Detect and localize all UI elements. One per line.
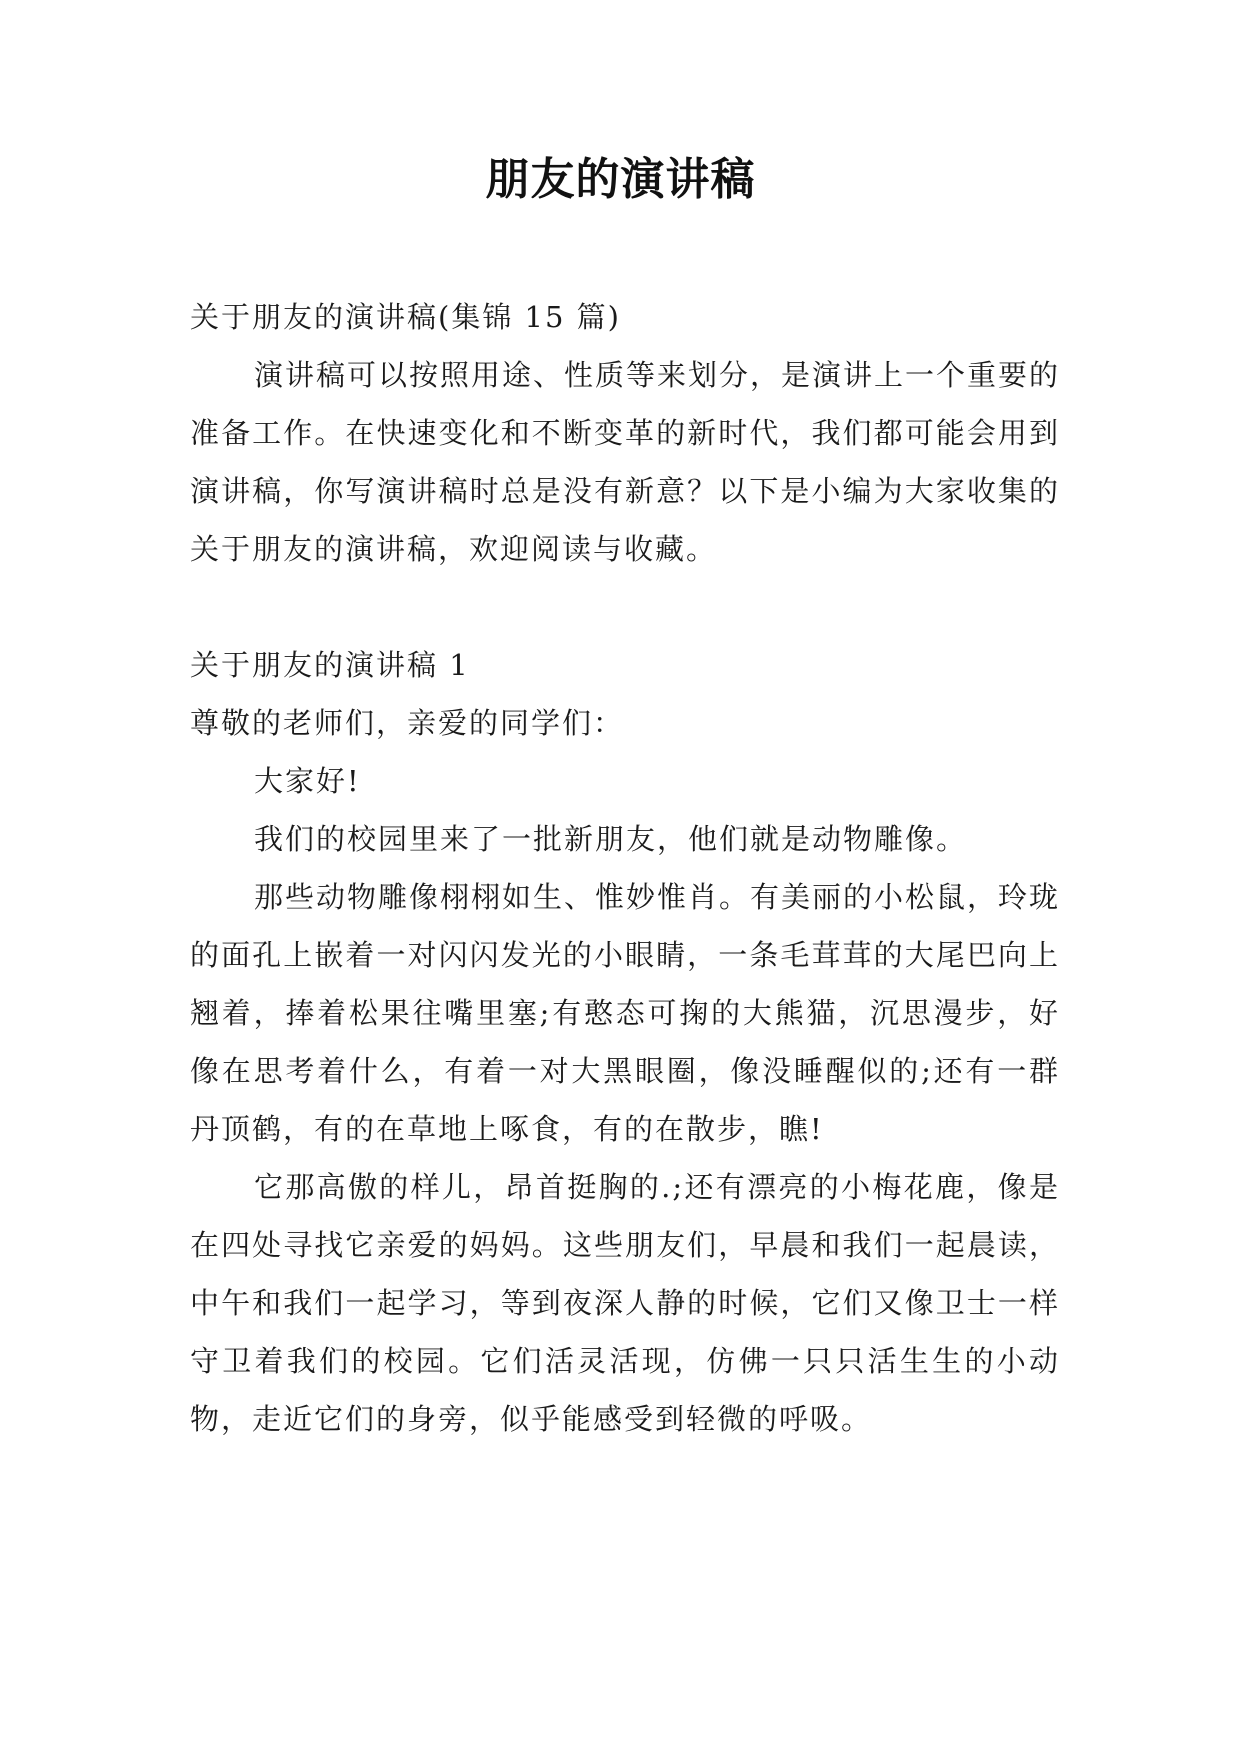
document-title: 朋友的演讲稿 <box>485 154 756 205</box>
body-paragraph: 那些动物雕像栩栩如生、惟妙惟肖。有美丽的小松鼠，玲珑的面孔上嵌着一对闪闪发光的小眼睛，一条毛茸茸的大尾巴向上翘着，捧着松果往嘴里塞;有憨态可掬的大熊猫，沉思漫步，好像在思考着什么，有着一对大黑眼圈，像没睡醒似的;还有一群丹顶鹤，有的在草地上啄食，有的在散步，瞧! <box>190 880 1061 1146</box>
document-subtitle: 关于朋友的演讲稿(集锦 15 篇) <box>190 300 621 334</box>
section-heading: 关于朋友的演讲稿 1 <box>190 648 470 682</box>
body-paragraph: 它那高傲的样儿，昂首挺胸的.;还有漂亮的小梅花鹿，像是在四处寻找它亲爱的妈妈。这些朋友们，早晨和我们一起晨读，中午和我们一起学习，等到夜深人静的时候，它们又像卫士一样守卫着我们的校园。它们活灵活现，仿佛一只只活生生的小动物，走近它们的身旁，似乎能感受到轻微的呼吸。 <box>190 1170 1060 1436</box>
body-paragraph: 我们的校园里来了一批新朋友，他们就是动物雕像。 <box>254 822 968 856</box>
greeting: 大家好! <box>254 764 361 798</box>
salutation: 尊敬的老师们，亲爱的同学们： <box>190 706 625 740</box>
document-body <box>190 288 1060 1448</box>
intro-paragraph: 演讲稿可以按照用途、性质等来划分，是演讲上一个重要的准备工作。在快速变化和不断变革的新时代，我们都可能会用到演讲稿，你写演讲稿时总是没有新意？以下是小编为大家收集的关于朋友的演讲稿，欢迎阅读与收藏。 <box>190 358 1061 566</box>
paragraph-spacer <box>190 578 1060 636</box>
